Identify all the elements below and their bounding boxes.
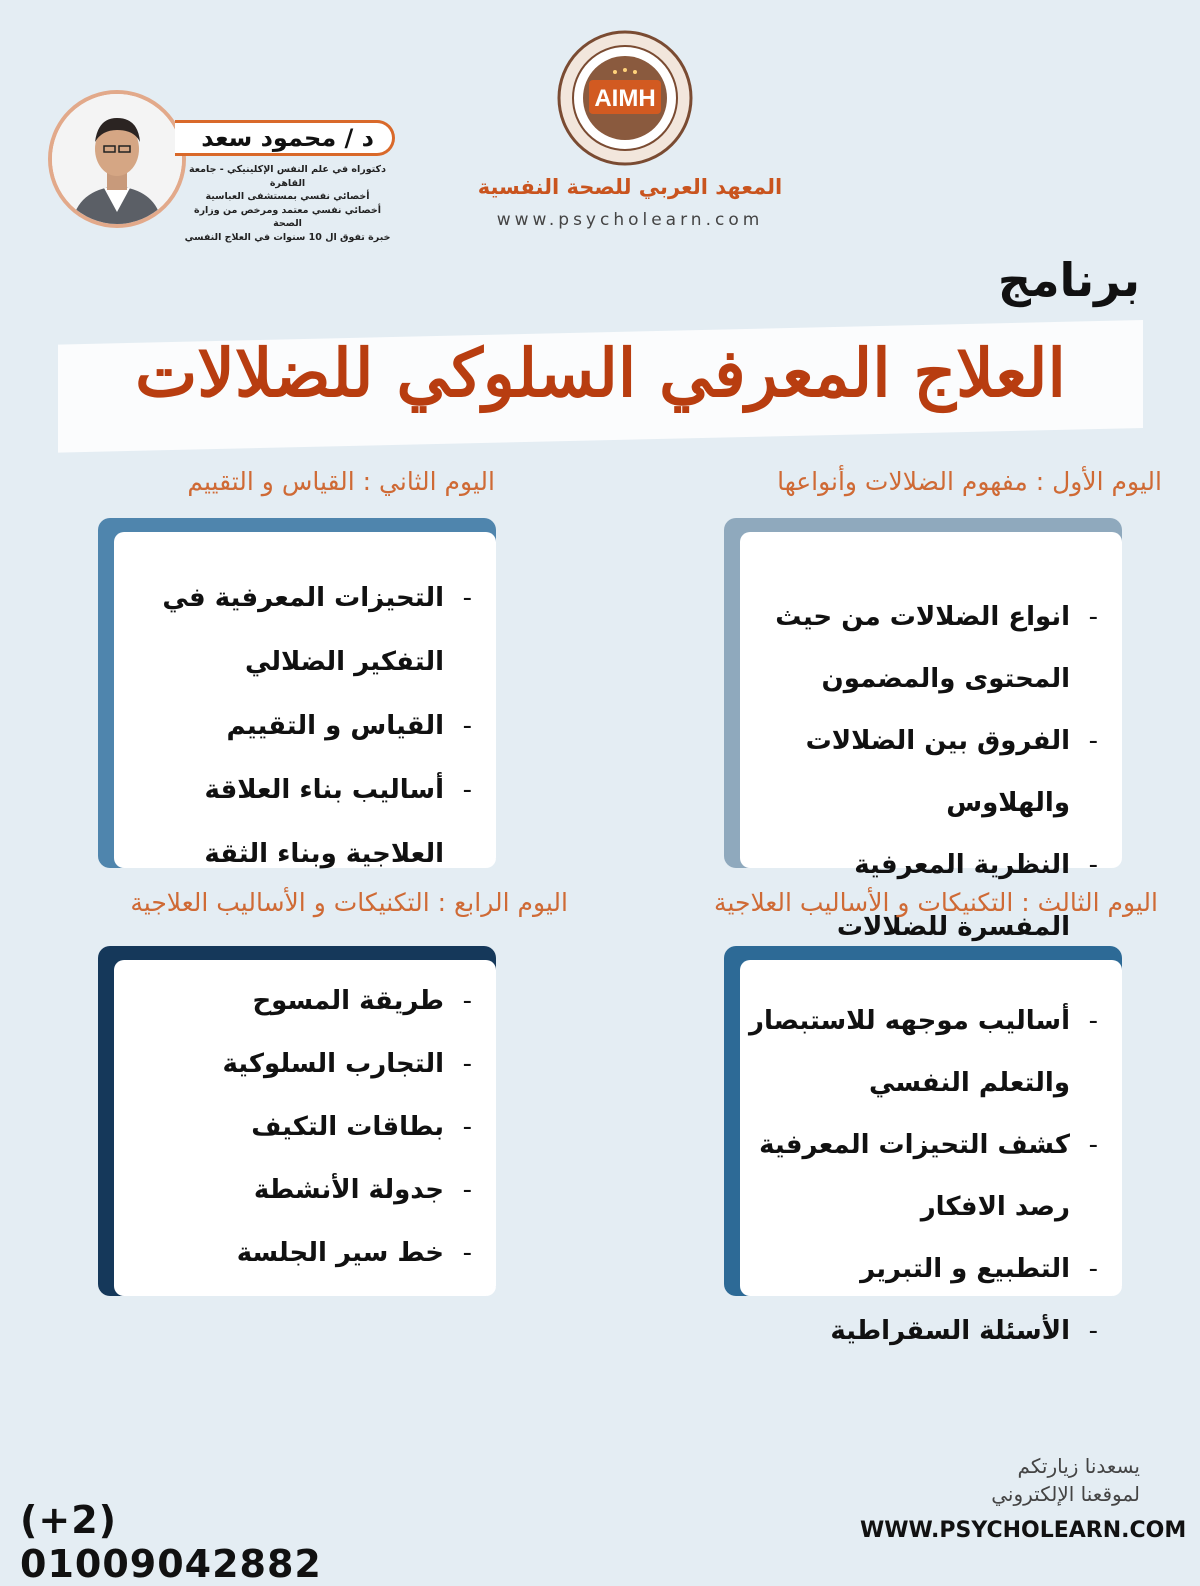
institute-logo	[555, 28, 695, 168]
program-title: العلاج المعرفي السلوكي للضلالات	[135, 334, 1066, 412]
logo-text: AIMH	[594, 85, 656, 112]
credential-line: خبرة تفوق ال 10 سنوات في العلاج النفسي	[184, 231, 391, 243]
visit-message	[880, 1452, 1140, 1508]
doctor-credentials	[180, 163, 395, 244]
list-item: - جدولة الأنشطة	[118, 1159, 478, 1222]
credential-line: دكتوراه في علم النفس الإكلينيكي - جامعة القاهرة	[189, 164, 386, 189]
institute-url[interactable]: www.psycholearn.com	[496, 210, 764, 230]
day1-heading: اليوم الأول : مفهوم الضلالات وأنواعها	[777, 467, 1162, 496]
day2-card-body	[114, 532, 496, 868]
list-item: - الفروق بين الضلالات والهلاوس	[744, 710, 1104, 834]
credential-line: أخصائي نفسي بمستشفى العباسية	[205, 191, 370, 202]
day4-heading: اليوم الرابع : التكنيكات و الأساليب العلاجية	[130, 888, 568, 917]
day4-list	[118, 970, 478, 1285]
list-item: - انواع الضلالات من حيث المحتوى والمضمون	[744, 586, 1104, 710]
day4-card	[98, 946, 496, 1296]
list-item: - القياس و التقييم	[118, 694, 478, 758]
visit-line: يسعدنا زيارتكم	[1017, 1454, 1140, 1478]
day2-heading: اليوم الثاني : القياس و التقييم	[187, 467, 495, 496]
list-item: - التطبيع و التبرير	[744, 1238, 1104, 1300]
day3-heading: اليوم الثالث : التكنيكات و الأساليب العلاجية	[714, 888, 1158, 917]
doctor-name: د / محمود سعد	[175, 120, 395, 156]
list-item: - النظرية المعرفية المفسرة للضلالات	[744, 834, 1104, 958]
day3-card-body	[740, 960, 1122, 1346]
phone-number[interactable]: (+2) 01009042882	[20, 1498, 322, 1586]
list-item: - طريقة المسوح	[118, 970, 478, 1033]
doctor-portrait-icon	[52, 94, 182, 224]
program-label: برنامج	[997, 253, 1140, 307]
institute-name: المعهد العربي للصحة النفسية	[477, 175, 783, 199]
day4-card-body	[114, 960, 496, 1296]
list-item: - كشف التحيزات المعرفية رصد الافكار	[744, 1114, 1104, 1238]
list-item: - أساليب بناء العلاقة العلاجية وبناء الثقة	[118, 758, 478, 886]
website-link[interactable]: WWW.PSYCHOLEARN.COM	[860, 1518, 1187, 1543]
list-item: - الأسئلة السقراطية	[744, 1300, 1104, 1362]
doctor-photo	[48, 90, 186, 228]
list-item: - بطاقات التكيف	[118, 1096, 478, 1159]
day3-list	[744, 990, 1104, 1362]
list-item: - خط سير الجلسة	[118, 1222, 478, 1285]
day3-card	[724, 946, 1122, 1346]
day2-card	[98, 518, 496, 868]
visit-line: لموقعنا الإلكتروني	[991, 1482, 1140, 1506]
credential-line: أخصائي نفسي معتمد ومرخص من وزارة الصحة	[193, 204, 382, 229]
day2-list	[118, 566, 478, 886]
list-item: - التجارب السلوكية	[118, 1033, 478, 1096]
list-item: - أساليب موجهه للاستبصار والتعلم النفسي	[744, 990, 1104, 1114]
list-item: - التحيزات المعرفية في التفكير الضلالي	[118, 566, 478, 694]
